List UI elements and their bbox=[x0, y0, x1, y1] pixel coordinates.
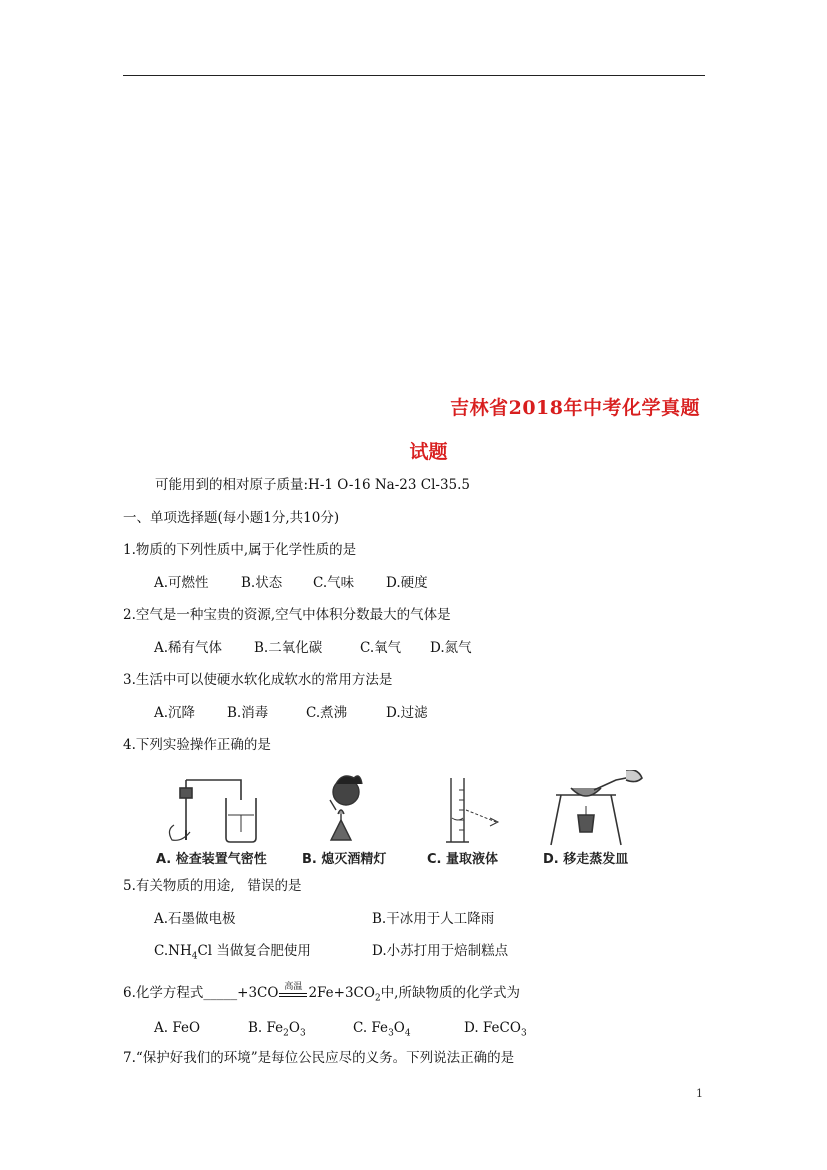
page-number: 1 bbox=[696, 1087, 703, 1100]
figure-caption-d: D. 移走蒸发皿 bbox=[543, 852, 629, 867]
question-5: 5.有关物质的用途, 错误的是 bbox=[123, 878, 302, 894]
q3-option-b: B.消毒 bbox=[227, 705, 269, 721]
q6-option-d: D. FeCO$_3$ bbox=[464, 1020, 527, 1039]
q5-option-c: $C.NH_4Cl$ 当做复合肥使用 bbox=[154, 943, 311, 962]
q1-option-a: A.可燃性 bbox=[154, 575, 209, 591]
question-2: 2.空气是一种宝贵的资源,空气中体积分数最大的气体是 bbox=[123, 607, 451, 623]
q1-option-b: B.状态 bbox=[241, 575, 283, 591]
header-rule bbox=[123, 75, 705, 76]
q3-option-a: A.沉降 bbox=[154, 705, 196, 721]
q2-option-b: B.二氧化碳 bbox=[254, 640, 323, 656]
section-heading: 一、单项选择题(每小题1分,共10分) bbox=[123, 510, 340, 526]
question-6: 6.化学方程式_____+3CO 高温 $2Fe+3CO_2$中,所缺物质的化学式为 bbox=[123, 981, 520, 1004]
figure-caption-c: C. 量取液体 bbox=[427, 852, 499, 867]
q5-option-a: A.石墨做电极 bbox=[154, 911, 236, 927]
q3-option-c: C.煮沸 bbox=[306, 705, 348, 721]
figure-caption-a: A. 检查装置气密性 bbox=[156, 852, 267, 867]
figure-caption-b: B. 熄灭酒精灯 bbox=[302, 852, 387, 867]
q5-option-d: D.小苏打用于焙制糕点 bbox=[372, 943, 509, 959]
q1-option-d: D.硬度 bbox=[386, 575, 428, 591]
page-subtitle: 试题 bbox=[409, 441, 448, 463]
measuring-cylinder-figure bbox=[446, 778, 498, 842]
q1-option-c: C.气味 bbox=[313, 575, 355, 591]
evaporating-dish-figure bbox=[551, 770, 642, 845]
q6-option-b: B. $Fe_2O_3$ bbox=[248, 1020, 306, 1039]
atomic-mass-note: 可能用到的相对原子质量:H-1 O-16 Na-23 Cl-35.5 bbox=[155, 477, 471, 493]
q2-option-a: A.稀有气体 bbox=[154, 640, 223, 656]
q2-option-d: D.氮气 bbox=[430, 640, 472, 656]
q6-option-c: C. $Fe_3O_4$ bbox=[353, 1020, 411, 1039]
question-3: 3.生活中可以使硬水软化成软水的常用方法是 bbox=[123, 672, 393, 688]
q6-option-a: A. FeO bbox=[154, 1020, 201, 1036]
airtightness-check-figure bbox=[169, 780, 256, 842]
q2-option-c: C.氧气 bbox=[360, 640, 402, 656]
question-7: 7.“保护好我们的环境”是每位公民应尽的义务。下列说法正确的是 bbox=[123, 1050, 515, 1066]
q3-option-d: D.过滤 bbox=[386, 705, 428, 721]
question-4: 4.下列实验操作正确的是 bbox=[123, 737, 271, 753]
question-1: 1.物质的下列性质中,属于化学性质的是 bbox=[123, 542, 357, 558]
q5-option-b: B.干冰用于人工降雨 bbox=[372, 911, 495, 927]
page-title: 吉林省2018年中考化学真题 bbox=[450, 397, 700, 419]
alcohol-lamp-figure bbox=[330, 776, 362, 840]
reaction-condition: 高温 bbox=[278, 985, 308, 1003]
